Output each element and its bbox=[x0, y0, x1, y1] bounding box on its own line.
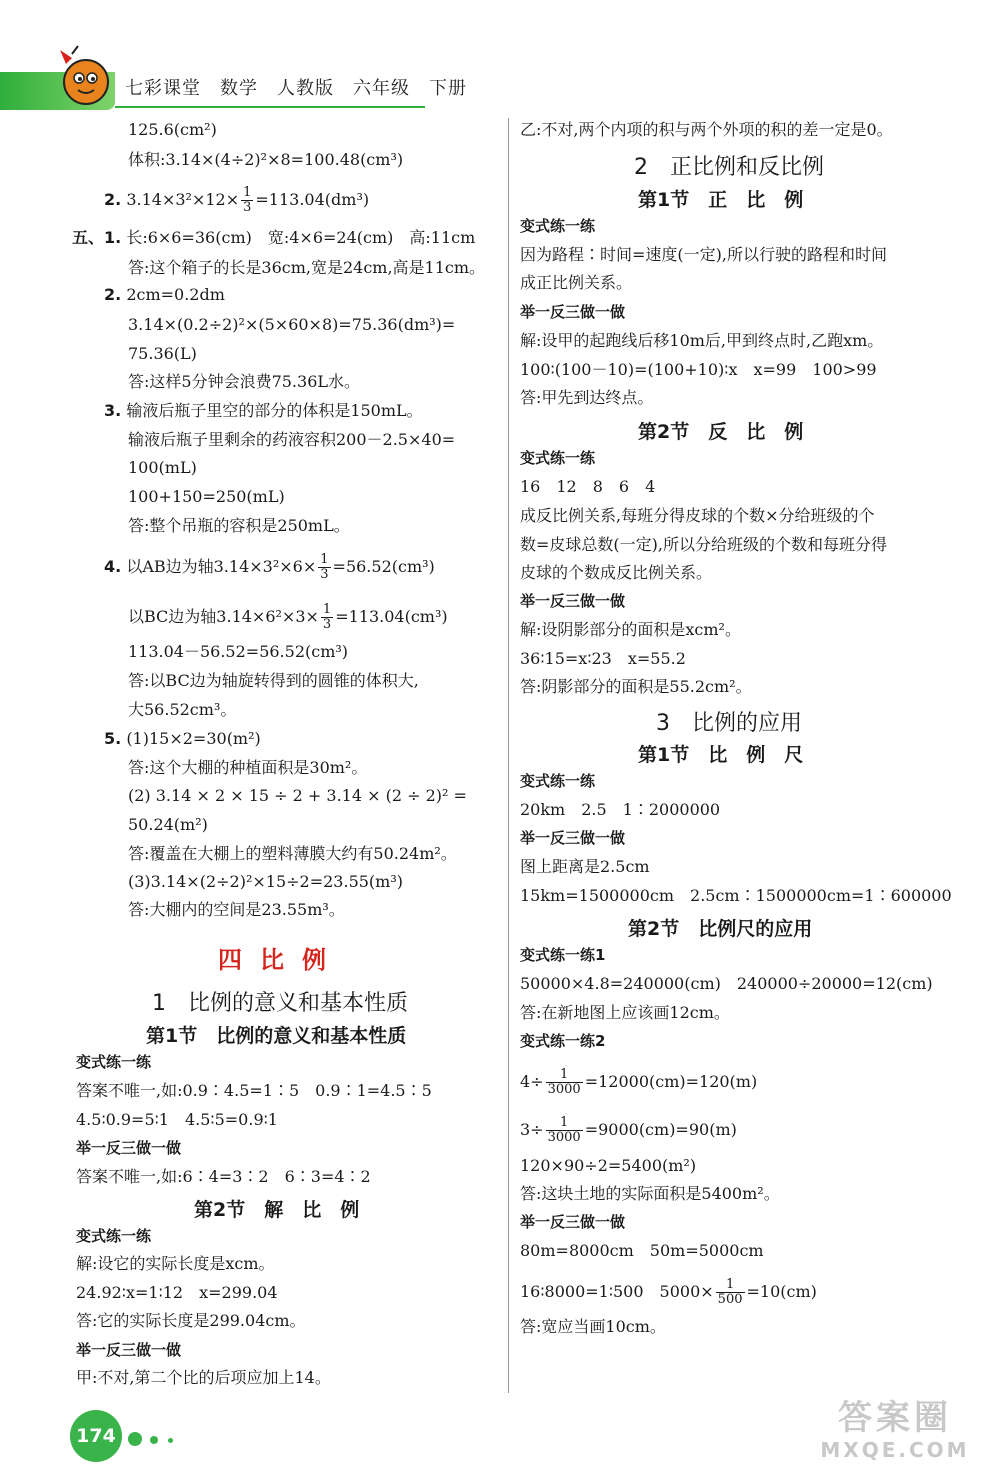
exercise-label: 变式练一练 bbox=[520, 772, 596, 790]
exercise-label: 变式练一练2 bbox=[520, 1032, 606, 1050]
text-segment: 输液后瓶子里空的部分的体积是150mL。 bbox=[126, 401, 423, 420]
fraction bbox=[241, 186, 253, 215]
decor-dot bbox=[168, 1438, 173, 1443]
text-line: 15km=1500000cm 2.5cm∶1500000cm=1∶600000 bbox=[520, 886, 952, 905]
text-line bbox=[104, 729, 261, 749]
text-segment: =9000(cm)=90(m) bbox=[584, 1120, 737, 1139]
text-line bbox=[72, 228, 475, 248]
text-line: 成反比例关系,每班分得皮球的个数×分给班级的个 bbox=[520, 506, 875, 525]
text-segment: (1)15×2=30(m²) bbox=[126, 729, 261, 748]
text-line: 大56.52cm³。 bbox=[128, 700, 237, 719]
fraction-denominator: 3 bbox=[322, 617, 332, 632]
text-line: 113.04－56.52=56.52(cm³) bbox=[128, 642, 349, 661]
text-line: 20km 2.5 1∶2000000 bbox=[520, 800, 721, 819]
text-segment: =113.04(cm³) bbox=[335, 607, 448, 626]
text-line: 输液后瓶子里剩余的药液容积200－2.5×40= bbox=[128, 430, 456, 449]
text-line: 解:设甲的起跑线后移10m后,甲到终点时,乙跑xm。 bbox=[520, 331, 884, 350]
exercise-label: 变式练一练1 bbox=[520, 946, 606, 964]
text-segment: 以BC边为轴3.14×6²×3× bbox=[128, 607, 319, 626]
text-line: 答:这个箱子的长是36cm,宽是24cm,高是11cm。 bbox=[128, 258, 486, 277]
watermark-bottom: MXQE.COM bbox=[820, 1438, 970, 1462]
text-line: 50.24(m²) bbox=[128, 815, 208, 834]
item-number: 2. bbox=[104, 190, 122, 209]
fraction bbox=[321, 603, 333, 632]
text-segment: =12000(cm)=120(m) bbox=[584, 1072, 758, 1091]
mascot-icon bbox=[52, 42, 120, 114]
text-line: 因为路程∶时间=速度(一定),所以行驶的路程和时间 bbox=[520, 245, 887, 264]
exercise-label: 变式练一练 bbox=[520, 449, 596, 467]
item-number: 2. bbox=[104, 285, 122, 304]
text-segment: 16∶8000=1∶500 5000× bbox=[520, 1282, 714, 1301]
text-line: 甲:不对,第二个比的后项应加上14。 bbox=[76, 1368, 331, 1387]
text-segment: 以AB边为轴3.14×3²×6× bbox=[126, 557, 317, 576]
item-number: 五、1. bbox=[72, 228, 122, 247]
fraction bbox=[318, 553, 330, 582]
section-title: 2 正比例和反比例 bbox=[634, 155, 824, 180]
decor-dot bbox=[150, 1436, 158, 1444]
subsection-title: 第2节 比例尺的应用 bbox=[628, 918, 813, 940]
text-line: 乙:不对,两个内项的积与两个外项的积的差一定是0。 bbox=[520, 120, 893, 139]
text-line: 体积:3.14×(4÷2)²×8=100.48(cm³) bbox=[128, 150, 404, 169]
text-line: 解:设它的实际长度是xcm。 bbox=[76, 1254, 275, 1273]
text-line: 答:它的实际长度是299.04cm。 bbox=[76, 1311, 306, 1330]
text-line: 答案不唯一,如:0.9∶4.5=1∶5 0.9∶1=4.5∶5 bbox=[76, 1081, 432, 1100]
text-line: 数=皮球总数(一定),所以分给班级的个数和每班分得 bbox=[520, 535, 887, 554]
fraction-numerator: 1 bbox=[546, 1116, 583, 1131]
fraction-denominator: 3000 bbox=[547, 1130, 581, 1145]
fraction bbox=[716, 1278, 745, 1307]
text-line: 125.6(cm²) bbox=[128, 120, 217, 139]
text-line: 答:大棚内的空间是23.55m³。 bbox=[128, 900, 345, 919]
text-line: 100+150=250(mL) bbox=[128, 487, 285, 506]
fraction-numerator: 1 bbox=[716, 1278, 745, 1293]
header-title: 七彩课堂 数学 人教版 六年级 下册 bbox=[125, 78, 467, 99]
text-line bbox=[104, 401, 423, 421]
text-line: 图上距离是2.5cm bbox=[520, 857, 650, 876]
text-line: 答:阴影部分的面积是55.2cm²。 bbox=[520, 677, 752, 696]
subsection-title: 第2节 反 比 例 bbox=[638, 421, 804, 443]
exercise-label: 变式练一练 bbox=[76, 1227, 152, 1245]
fraction-denominator: 3000 bbox=[547, 1082, 581, 1097]
text-line: 36∶15=x∶23 x=55.2 bbox=[520, 649, 686, 668]
text-line: 答:这样5分钟会浪费75.36L水。 bbox=[128, 372, 361, 391]
text-line: (3)3.14×(2÷2)²×15÷2=23.55(m³) bbox=[128, 872, 403, 891]
text-line: 120×90÷2=5400(m²) bbox=[520, 1156, 697, 1175]
fraction-numerator: 1 bbox=[546, 1068, 583, 1083]
text-line: 100∶(100－10)=(100+10)∶x x=99 100>99 bbox=[520, 360, 877, 379]
text-line: 答:以BC边为轴旋转得到的圆锥的体积大, bbox=[128, 671, 419, 690]
text-line: 答:宽应当画10cm。 bbox=[520, 1317, 666, 1336]
item-number: 3. bbox=[104, 401, 122, 420]
text-line: 答:甲先到达终点。 bbox=[520, 388, 654, 407]
text-segment: 3÷ bbox=[520, 1120, 544, 1139]
subsection-title: 第1节 比例的意义和基本性质 bbox=[146, 1025, 407, 1047]
column-divider bbox=[508, 118, 509, 1393]
section-title: 1 比例的意义和基本性质 bbox=[152, 991, 408, 1016]
exercise-label: 举一反三做一做 bbox=[76, 1341, 182, 1359]
text-segment: 3.14×3²×12× bbox=[126, 190, 240, 209]
fraction-numerator: 1 bbox=[243, 185, 252, 200]
subsection-title: 第2节 解 比 例 bbox=[194, 1199, 360, 1221]
exercise-label: 变式练一练 bbox=[76, 1053, 152, 1071]
text-segment: 长:6×6=36(cm) 宽:4×6=24(cm) 高:11cm bbox=[126, 228, 476, 247]
text-segment: =113.04(dm³) bbox=[255, 190, 370, 209]
text-line: 3.14×(0.2÷2)²×(5×60×8)=75.36(dm³)= bbox=[128, 315, 456, 334]
text-line: 50000×4.8=240000(cm) 240000÷20000=12(cm) bbox=[520, 974, 933, 993]
text-segment: 2cm=0.2dm bbox=[126, 285, 225, 304]
exercise-label: 举一反三做一做 bbox=[520, 592, 626, 610]
text-segment: =10(cm) bbox=[746, 1282, 817, 1301]
exercise-label: 举一反三做一做 bbox=[520, 829, 626, 847]
item-number: 5. bbox=[104, 729, 122, 748]
fraction bbox=[546, 1068, 583, 1097]
exercise-label: 举一反三做一做 bbox=[520, 1213, 626, 1231]
exercise-label: 变式练一练 bbox=[520, 217, 596, 235]
text-line: 答:覆盖在大棚上的塑料薄膜大约有50.24m²。 bbox=[128, 844, 457, 863]
text-line: 皮球的个数成反比例关系。 bbox=[520, 563, 713, 582]
text-line bbox=[104, 553, 435, 582]
text-segment: 4÷ bbox=[520, 1072, 544, 1091]
text-line: 80m=8000cm 50m=5000cm bbox=[520, 1241, 764, 1260]
text-line: 答:整个吊瓶的容积是250mL。 bbox=[128, 516, 350, 535]
fraction bbox=[546, 1116, 583, 1145]
fraction-numerator: 1 bbox=[320, 552, 329, 567]
text-line: 16 12 8 6 4 bbox=[520, 477, 656, 496]
text-line bbox=[520, 1278, 817, 1307]
text-line: 24.92∶x=1∶12 x=299.04 bbox=[76, 1283, 278, 1302]
text-line bbox=[520, 1116, 737, 1145]
page-number: 174 bbox=[70, 1410, 122, 1462]
text-line bbox=[104, 186, 369, 215]
item-number: 4. bbox=[104, 557, 122, 576]
watermark bbox=[800, 1398, 990, 1468]
section-title: 3 比例的应用 bbox=[656, 711, 802, 736]
text-line: (2) 3.14 × 2 × 15 ÷ 2 + 3.14 × (2 ÷ 2)² = bbox=[128, 786, 467, 805]
fraction-denominator: 3 bbox=[320, 567, 329, 582]
subsection-title: 第1节 正 比 例 bbox=[638, 189, 804, 211]
text-line: 解:设阴影部分的面积是xcm²。 bbox=[520, 620, 741, 639]
text-line: 成正比例关系。 bbox=[520, 273, 633, 292]
text-line: 答:这块土地的实际面积是5400m²。 bbox=[520, 1184, 780, 1203]
text-line: 答:在新地图上应该画12cm。 bbox=[520, 1003, 730, 1022]
decor-dot bbox=[128, 1432, 142, 1446]
fraction-denominator: 3 bbox=[243, 200, 252, 215]
text-line bbox=[128, 603, 448, 632]
text-line: 75.36(L) bbox=[128, 344, 197, 363]
chapter-title: 四比例 bbox=[218, 946, 344, 974]
exercise-label: 举一反三做一做 bbox=[76, 1139, 182, 1157]
text-line: 100(mL) bbox=[128, 458, 197, 477]
header-underline bbox=[115, 106, 425, 108]
watermark-top: 答案圈 bbox=[838, 1398, 952, 1438]
text-line bbox=[520, 1068, 757, 1097]
fraction-denominator: 500 bbox=[717, 1292, 743, 1307]
exercise-label: 举一反三做一做 bbox=[520, 303, 626, 321]
text-segment: =56.52(cm³) bbox=[332, 557, 435, 576]
text-line bbox=[104, 285, 225, 305]
subsection-title: 第1节 比 例 尺 bbox=[638, 744, 804, 766]
text-line: 4.5∶0.9=5∶1 4.5∶5=0.9∶1 bbox=[76, 1110, 278, 1129]
text-line: 答:这个大棚的种植面积是30m²。 bbox=[128, 758, 368, 777]
page-header bbox=[0, 0, 1000, 120]
fraction-numerator: 1 bbox=[322, 602, 332, 617]
text-line: 答案不唯一,如:6∶4=3∶2 6∶3=4∶2 bbox=[76, 1167, 371, 1186]
